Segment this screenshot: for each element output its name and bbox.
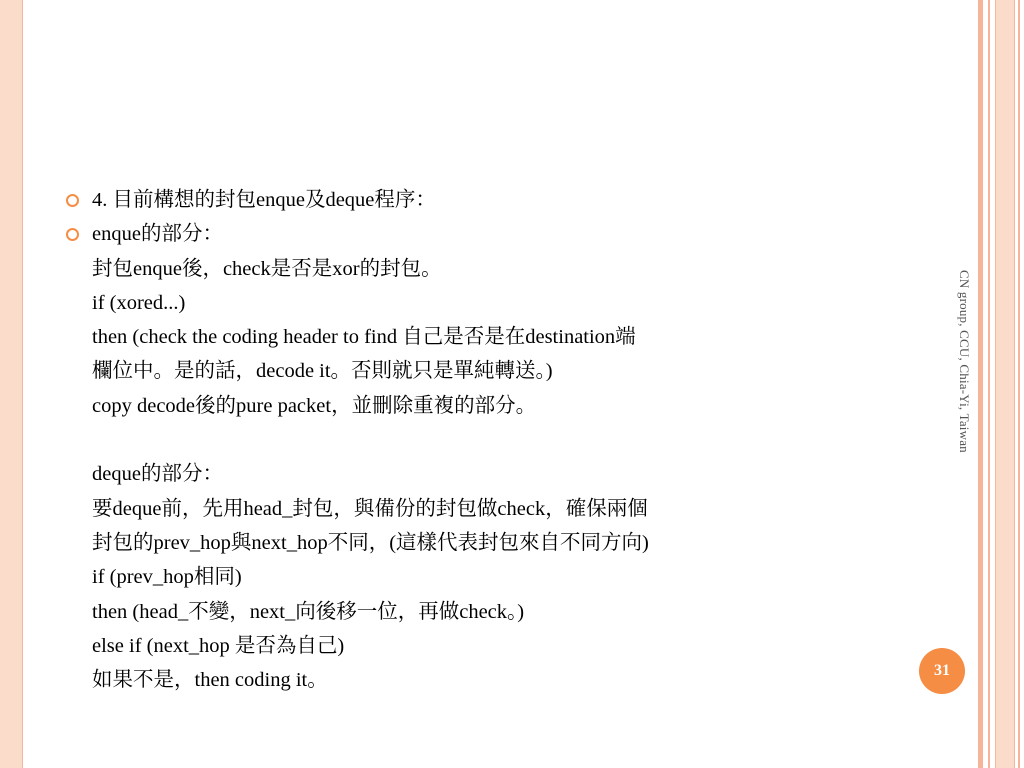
right-stripe xyxy=(1018,0,1020,768)
bullet-circle-icon xyxy=(66,228,79,241)
bullet-text: copy decode後的pure packet，並刪除重複的部分。 xyxy=(92,394,537,417)
bullet-text: 要deque前，先用head_封包，與備份的封包做check，確保兩個 xyxy=(92,497,648,520)
bullet-text: enque的部分： xyxy=(92,223,223,246)
bullet-text: if (prev_hop相同) xyxy=(92,566,242,589)
right-stripe xyxy=(988,0,990,768)
bullet-text: then (check the coding header to find 自己是否是在destination端 xyxy=(92,326,636,349)
footer-label: CN group, CCU, Chia-Yi, Taiwan xyxy=(957,270,972,453)
bullet-text: then (head_不變，next_向後移一位，再做check。) xyxy=(92,600,525,623)
bullet-text: 封包enque後，check是否是xor的封包。 xyxy=(92,257,442,280)
page-number: 31 xyxy=(919,648,965,694)
left-border xyxy=(0,0,23,768)
bullet-text: 4. 目前構想的封包enque及deque程序： xyxy=(92,189,436,211)
bullet-text: if (xored...) xyxy=(92,291,186,314)
bullet-text: 如果不是，then coding it。 xyxy=(92,669,328,692)
bullet-item xyxy=(66,183,896,217)
right-stripe xyxy=(978,0,983,768)
bullet-text: 欄位中。是的話，decode it。否則就只是單純轉送。) xyxy=(92,360,553,383)
bullet-circle-icon xyxy=(66,194,79,207)
right-stripe xyxy=(995,0,1015,768)
bullet-text xyxy=(92,423,896,457)
slide-body xyxy=(66,183,896,697)
bullet-item xyxy=(66,217,896,697)
bullet-text: else if (next_hop 是否為自己) xyxy=(92,634,345,657)
bullet-text: 封包的prev_hop與next_hop不同，(這樣代表封包來自不同方向) xyxy=(92,531,649,554)
bullet-text: deque的部分： xyxy=(92,463,223,486)
